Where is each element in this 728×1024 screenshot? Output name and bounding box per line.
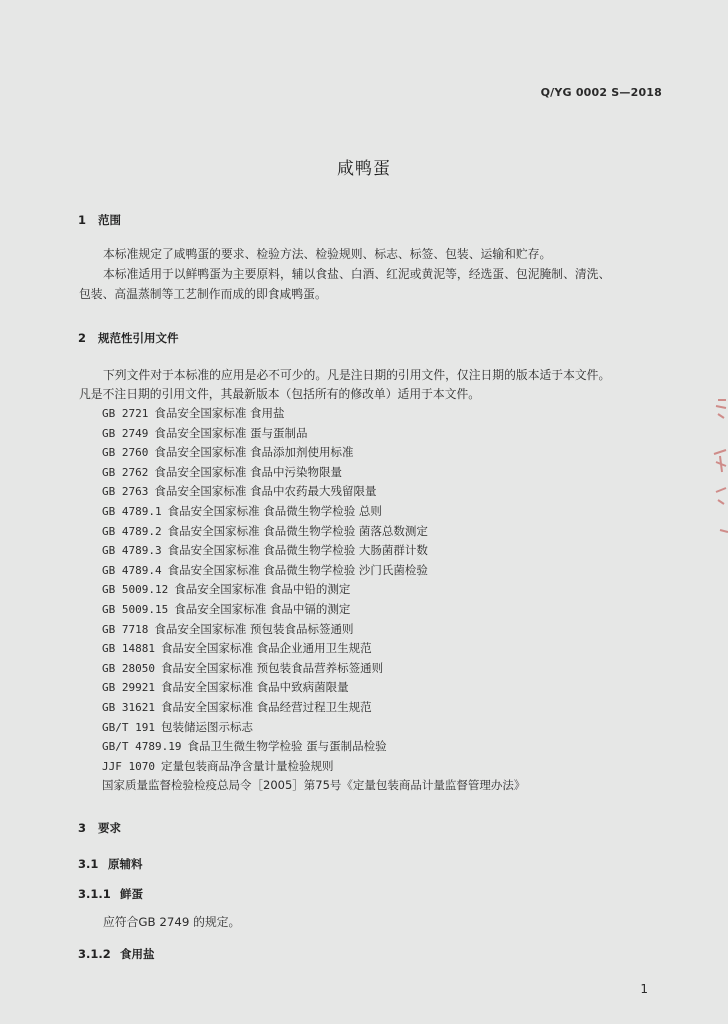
section-3-1-2-heading: [78, 946, 155, 962]
reference-item: [102, 522, 525, 542]
reference-item: [102, 600, 525, 620]
reference-title: 食品安全国家标准 食品企业通用卫生规范: [160, 641, 372, 656]
reference-title: 食品安全国家标准 食品中致病菌限量: [160, 680, 349, 695]
section-title: 规范性引用文件: [98, 331, 179, 345]
reference-title: 食品安全国家标准 食品中污染物限量: [154, 464, 343, 479]
reference-title: 食品安全国家标准 食品微生物学检验 总则: [167, 503, 382, 518]
section-title: 鲜蛋: [120, 887, 143, 901]
page-number: 1: [640, 982, 648, 996]
reference-title: 食品安全国家标准 蛋与蛋制品: [154, 425, 308, 440]
fresh-egg-requirement: 应符合GB 2749 的规定。: [103, 915, 241, 929]
reference-title: 食品安全国家标准 食品经营过程卫生规范: [160, 699, 372, 714]
reference-title: 国家质量监督检验检疫总局令［2005］第75号《定量包装商品计量监督管理办法》: [102, 778, 526, 793]
reference-code: GB 7718: [102, 622, 149, 636]
section-number: 2: [78, 331, 87, 345]
reference-code: GB 4789.4: [102, 563, 162, 577]
reference-item: [102, 561, 525, 581]
document-title: 咸鸭蛋: [337, 159, 391, 179]
reference-item: [102, 404, 525, 424]
reference-title: 食品安全国家标准 食品中镉的测定: [174, 601, 351, 616]
reference-code: GB 5009.12: [102, 583, 169, 597]
reference-code: GB 2763: [102, 485, 149, 499]
reference-list: [102, 404, 525, 796]
reference-code: GB 2721: [102, 407, 149, 420]
section-number: 3.1.1: [78, 887, 111, 901]
reference-item: [102, 757, 525, 777]
scope-paragraph-2-line-1: 本标准适用于以鲜鸭蛋为主要原料，辅以食盐、白酒、红泥或黄泥等，经选蛋、包泥腌制、清洗、: [103, 267, 611, 281]
reference-item: [102, 718, 525, 738]
section-3-1-1-heading: [78, 886, 143, 902]
reference-code: GB/T 191: [102, 720, 155, 734]
section-3-1-heading: [78, 856, 143, 872]
reference-title: 食品安全国家标准 食品微生物学检验 沙门氏菌检验: [167, 562, 428, 577]
reference-title: 包装储运图示标志: [160, 719, 253, 734]
section-1-heading: [78, 212, 121, 228]
reference-item: [102, 424, 525, 444]
reference-item: [102, 502, 525, 522]
scope-paragraph-1: 本标准规定了咸鸭蛋的要求、检验方法、检验规则、标志、标签、包装、运输和贮存。: [103, 247, 552, 261]
reference-title: 食品安全国家标准 食用盐: [154, 406, 285, 420]
reference-title: 食品卫生微生物学检验 蛋与蛋制品检验: [187, 739, 387, 754]
seal-stamp-fragment: [706, 392, 728, 542]
section-3-heading: [78, 820, 121, 836]
reference-code: GB/T 4789.19: [102, 740, 182, 754]
reference-item: [102, 678, 525, 698]
section-2-heading: [78, 330, 179, 346]
scope-paragraph-2-line-2: 包装、高温蒸制等工艺制作而成的即食咸鸭蛋。: [79, 287, 327, 301]
section-title: 要求: [98, 821, 121, 835]
reference-title: 食品安全国家标准 食品中农药最大残留限量: [154, 484, 377, 499]
reference-title: 食品安全国家标准 食品中铅的测定: [174, 582, 351, 597]
reference-item: [102, 482, 525, 502]
standard-code: Q/YG 0002 S—2018: [540, 86, 662, 99]
reference-item: [102, 639, 525, 659]
section-number: 3.1.2: [78, 947, 111, 961]
reference-item: [102, 541, 525, 561]
reference-code: GB 2749: [102, 426, 149, 440]
reference-code: GB 28050: [102, 661, 155, 675]
reference-item: [102, 659, 525, 679]
reference-item: [102, 698, 525, 718]
reference-title: 定量包装商品净含量计量检验规则: [160, 758, 334, 773]
reference-code: GB 29921: [102, 681, 155, 695]
normative-intro-line-1: 下列文件对于本标准的应用是必不可少的。凡是注日期的引用文件，仅注日期的版本适于本文件。: [103, 368, 611, 382]
reference-item: [102, 463, 525, 483]
reference-item: [102, 776, 525, 796]
reference-item: [102, 620, 525, 640]
reference-code: GB 5009.15: [102, 602, 169, 616]
reference-code: GB 4789.3: [102, 544, 162, 558]
reference-title: 食品安全国家标准 食品添加剂使用标准: [154, 445, 354, 460]
section-number: 3: [78, 821, 87, 835]
reference-title: 食品安全国家标准 食品微生物学检验 大肠菌群计数: [167, 543, 428, 558]
reference-title: 食品安全国家标准 预包装食品标签通则: [154, 621, 354, 636]
section-number: 1: [78, 213, 87, 227]
reference-code: GB 31621: [102, 700, 155, 714]
reference-code: GB 4789.1: [102, 504, 162, 518]
reference-code: GB 2760: [102, 446, 149, 460]
section-title: 原辅料: [108, 857, 143, 871]
reference-title: 食品安全国家标准 食品微生物学检验 菌落总数测定: [167, 523, 428, 538]
reference-code: GB 2762: [102, 465, 149, 479]
reference-title: 食品安全国家标准 预包装食品营养标签通则: [160, 660, 384, 675]
section-number: 3.1: [78, 857, 99, 871]
reference-item: [102, 737, 525, 757]
reference-code: GB 14881: [102, 642, 155, 656]
reference-item: [102, 443, 525, 463]
normative-intro-line-2: 凡是不注日期的引用文件，其最新版本（包括所有的修改单）适用于本文件。: [79, 387, 481, 401]
section-title: 范围: [98, 213, 121, 227]
reference-item: [102, 580, 525, 600]
reference-code: GB 4789.2: [102, 524, 162, 538]
section-title: 食用盐: [120, 947, 155, 961]
reference-code: JJF 1070: [102, 759, 155, 773]
